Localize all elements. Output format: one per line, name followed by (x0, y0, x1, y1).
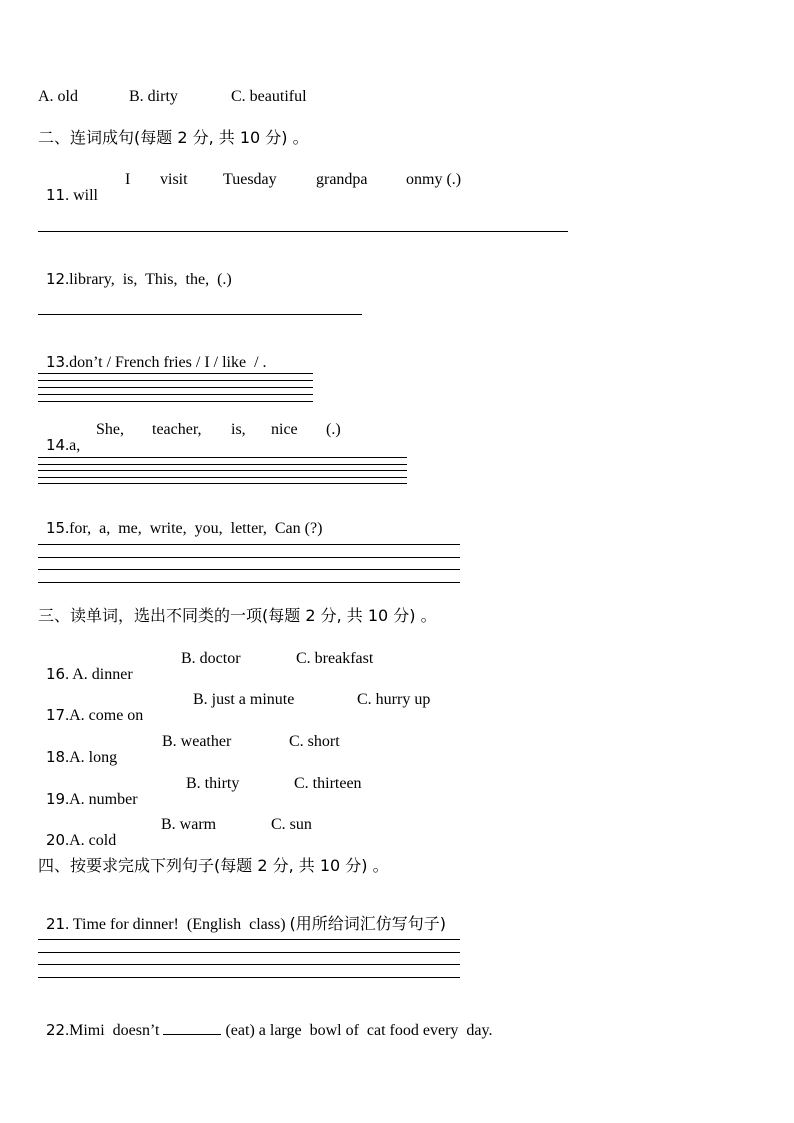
q13-text: .don’t / French fries / I / like / . (65, 354, 267, 371)
q14-word: nice (271, 421, 298, 438)
answer-line (38, 557, 460, 558)
q14-word: teacher, (152, 421, 202, 438)
q11-word: visit (160, 171, 188, 188)
q13 (38, 339, 267, 371)
q11-word: grandpa (316, 171, 368, 188)
q18 (38, 734, 117, 766)
answer-line (38, 394, 313, 395)
q19-number: 19 (46, 790, 66, 808)
answer-line (38, 464, 407, 465)
answer-line (38, 939, 460, 940)
q14-word: She, (96, 421, 124, 438)
q19-option-b: B. thirty (186, 775, 240, 792)
answer-line (38, 952, 460, 953)
q11-word: . will (65, 187, 98, 204)
q17-number: 17 (46, 706, 66, 724)
answer-line (38, 477, 407, 478)
answer-line (38, 544, 460, 545)
q16 (38, 651, 133, 683)
q22-text-before: .Mimi doesn’t (65, 1022, 164, 1039)
answer-line (38, 387, 313, 388)
q15-number: 15 (46, 519, 66, 537)
q14-word: (.) (326, 421, 341, 438)
q14-number: 14 (46, 436, 66, 454)
q17-option-c: C. hurry up (357, 691, 431, 708)
q20-option-b: B. warm (161, 816, 217, 833)
q18-option-b: B. weather (162, 733, 232, 750)
q22 (38, 1004, 492, 1039)
option-c: C. beautiful (231, 88, 307, 105)
q17-option-b: B. just a minute (193, 691, 295, 708)
section2-heading: 二、连词成句(每题 2 分, 共 10 分) 。 (38, 128, 309, 147)
q16-option-b: B. doctor (181, 650, 241, 667)
q11 (38, 172, 98, 204)
answer-line (38, 977, 460, 978)
q22-number: 22 (46, 1021, 66, 1039)
q16-number: 16 (46, 665, 66, 683)
q15-text: .for, a, me, write, you, letter, Can (?) (65, 520, 323, 537)
q11-number: 11 (46, 186, 66, 204)
q18-option-c: C. short (289, 733, 340, 750)
answer-line (38, 964, 460, 965)
q22-blank[interactable] (163, 1020, 221, 1035)
q16-option-a: . A. dinner (65, 666, 133, 683)
option-a: A. old (38, 88, 78, 105)
q21-instruction: (用所给词汇仿写句子) (289, 914, 447, 933)
answer-line (38, 231, 568, 232)
q11-word: I (125, 171, 131, 188)
q14-word: is, (231, 421, 246, 438)
q11-word: Tuesday (223, 171, 277, 188)
q12-number: 12 (46, 270, 66, 288)
q18-number: 18 (46, 748, 66, 766)
q19 (38, 776, 138, 808)
q17-option-a: .A. come on (65, 707, 144, 724)
q21 (38, 900, 446, 933)
q13-number: 13 (46, 353, 66, 371)
option-b: B. dirty (129, 88, 178, 105)
q14 (38, 422, 80, 454)
q20-option-a: .A. cold (65, 832, 117, 849)
q18-option-a: .A. long (65, 749, 118, 766)
q19-option-c: C. thirteen (294, 775, 362, 792)
q12 (38, 256, 232, 288)
answer-line (38, 314, 362, 315)
q22-text-after: (eat) a large bowl of cat food every day. (221, 1022, 493, 1039)
q14-word: .a, (65, 437, 81, 454)
q21-text: . Time for dinner! (English class) (65, 916, 290, 933)
q17 (38, 692, 143, 724)
q15 (38, 505, 322, 537)
answer-line (38, 373, 313, 374)
q11-word: onmy (.) (406, 171, 462, 188)
section4-heading: 四、按要求完成下列句子(每题 2 分, 共 10 分) 。 (38, 856, 389, 875)
answer-line (38, 380, 313, 381)
answer-line (38, 457, 407, 458)
q20-number: 20 (46, 831, 66, 849)
answer-line (38, 569, 460, 570)
answer-line (38, 582, 460, 583)
answer-line (38, 401, 313, 402)
section3-heading: 三、读单词，选出不同类的一项(每题 2 分, 共 10 分) 。 (38, 606, 437, 625)
q20 (38, 817, 116, 849)
answer-line (38, 470, 407, 471)
q19-option-a: .A. number (65, 791, 138, 808)
q12-text: .library, is, This, the, (.) (65, 271, 232, 288)
answer-line (38, 483, 407, 484)
q21-number: 21 (46, 915, 66, 933)
q20-option-c: C. sun (271, 816, 312, 833)
q16-option-c: C. breakfast (296, 650, 374, 667)
